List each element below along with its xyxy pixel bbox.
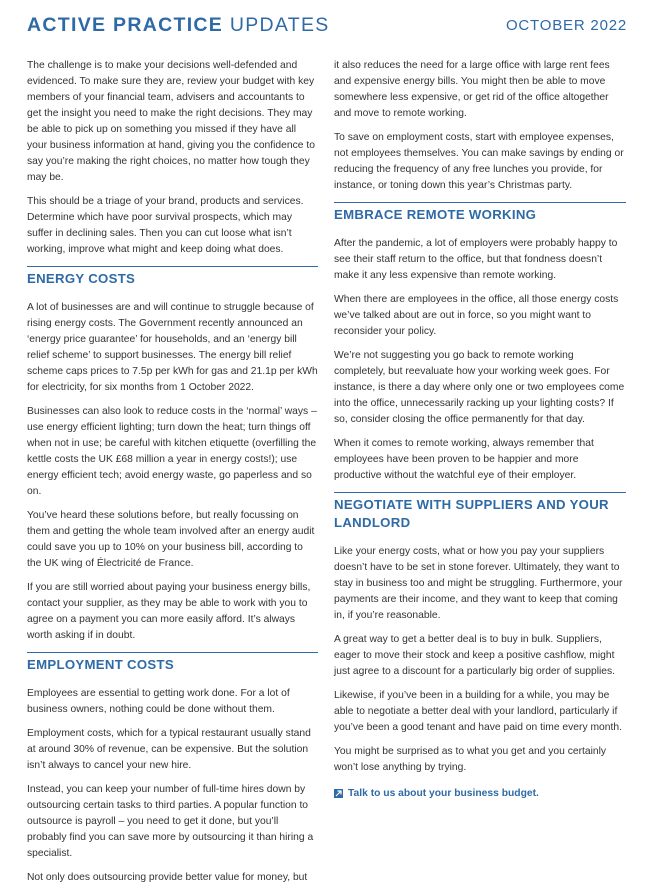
body-paragraph: To save on employment costs, start with employee expenses, not employees themselves. You can make savings by ending or reducing the frequency of any free lunches you provide, for instance, or toning down this year’s Christmas party. bbox=[334, 132, 624, 191]
body-paragraph: it also reduces the need for a large office with large rent fees and expensive energy bills. You might then be able to move somewhere less expensive, or get rid of the office altogether and move to remote working. bbox=[334, 60, 610, 119]
intro-paragraph: This should be a triage of your brand, products and services. Determine which have poor survival prospects, which may suffer in declining sales. Then you can cut loose what isn’t working, improve what might and keep doing what does. bbox=[27, 196, 304, 255]
section-heading-negotiate: NEGOTIATE WITH SUPPLIERS AND YOUR LANDLORD bbox=[334, 492, 626, 532]
right-column bbox=[334, 58, 626, 799]
newsletter-title-light: UPDATES bbox=[229, 13, 330, 36]
section-heading-energy-costs: ENERGY COSTS bbox=[27, 266, 318, 288]
body-paragraph: You might be surprised as to what you get and you certainly won’t lose anything by trying. bbox=[334, 746, 607, 773]
body-paragraph: A great way to get a better deal is to buy in bulk. Suppliers, eager to move their stock and keep a positive cashflow, might just agree to a discount for a particularly big order of supplies. bbox=[334, 634, 616, 677]
body-paragraph: If you are still worried about paying your business energy bills, contact your supplier, as they may be able to work with you to agree on a payment you can more easily afford. It’s always worth asking if in doubt. bbox=[27, 582, 311, 641]
body-paragraph: When it comes to remote working, always remember that employees have been proven to be happier and more productive without the watchful eye of their employer. bbox=[334, 438, 594, 481]
body-paragraph: When there are employees in the office, all those energy costs we’ve talked about are out in force, so you might want to reconsider your policy. bbox=[334, 294, 619, 337]
masthead bbox=[27, 12, 627, 38]
contact-link[interactable] bbox=[334, 788, 626, 799]
newsletter-title bbox=[27, 14, 330, 37]
newsletter-title-bold: ACTIVE PRACTICE bbox=[27, 13, 224, 36]
section-heading-employment-costs: EMPLOYMENT COSTS bbox=[27, 652, 318, 674]
body-paragraph: We’re not suggesting you go back to remote working completely, but reevaluate how your working week goes. For instance, is there a day where only one or two employees come into the office, unnecessarily racking up your lighting costs? If so, consider closing the office permanently for that day. bbox=[334, 350, 625, 425]
body-paragraph: A lot of businesses are and will continue to struggle because of rising energy costs. The Government recently announced an ‘energy price guarantee’ for households, and an ‘energy bill relief scheme’ to support businesses. The energy bill relief scheme caps prices to 7.5p per kWh for gas and 21.1p per kWh for electricity, for six months from 1 October 2022. bbox=[27, 302, 318, 393]
arrow-link-icon bbox=[334, 789, 343, 798]
intro-paragraph: The challenge is to make your decisions well-defended and evidenced. To make sure they are, review your budget with key members of your financial team, advisers and accountants to get the insight you need to make the right decisions. They may be able to pick up on something you missed if they have all your business information at hand, giving you the confidence to say you’re making the right choices, no matter how tough they may be. bbox=[27, 60, 315, 183]
body-paragraph: Not only does outsourcing provide better value for money, but bbox=[27, 872, 308, 883]
issue-date: OCTOBER 2022 bbox=[505, 16, 627, 34]
body-paragraph: Instead, you can keep your number of full-time hires down by outsourcing certain tasks to third parties. A popular function to outsource is payroll – you need to get it done, but you’ll probably find you can save more by outsourcing it than hiring a specialist. bbox=[27, 784, 314, 859]
section-heading-remote-working: EMBRACE REMOTE WORKING bbox=[334, 202, 626, 224]
body-paragraph: Likewise, if you’ve been in a building for a while, you may be able to negotiate a better deal with your landlord, particularly if you’ve been a good tenant and have paid on time every month. bbox=[334, 690, 622, 733]
contact-link-label[interactable]: Talk to us about your business budget. bbox=[348, 788, 539, 799]
body-paragraph: You’ve heard these solutions before, but really focussing on them and getting the whole team involved after an energy audit could save you up to 10% on your business bill, according to the UK wing of Électricité de France. bbox=[27, 510, 315, 569]
body-paragraph: After the pandemic, a lot of employers were probably happy to see their staff return to the office, but that fondness doesn’t make it any less expensive than remote working. bbox=[334, 238, 618, 281]
body-paragraph: Employees are essential to getting work done. For a lot of business owners, nothing could be done without them. bbox=[27, 688, 290, 715]
body-paragraph: Businesses can also look to reduce costs in the ‘normal’ ways – use energy efficient lighting; turn down the heat; turn things off when not in use; be careful with kitchen etiquette (overfilling the kettle costs the UK £68 million a year in energy costs!); use energy efficient tech; avoid energy waste, go paperless and so on. bbox=[27, 406, 317, 497]
body-paragraph: Employment costs, which for a typical restaurant usually stand at around 30% of revenue, can be expensive. But the solution isn’t always to cancel your new hire. bbox=[27, 728, 311, 771]
left-column bbox=[27, 58, 318, 894]
body-paragraph: Like your energy costs, what or how you pay your suppliers doesn’t have to be set in stone forever. Ultimately, they want to stay in business too and might be struggling. Furthermore, your payments are their income, and they want to keep that coming in, if you’re reasonable. bbox=[334, 546, 623, 621]
